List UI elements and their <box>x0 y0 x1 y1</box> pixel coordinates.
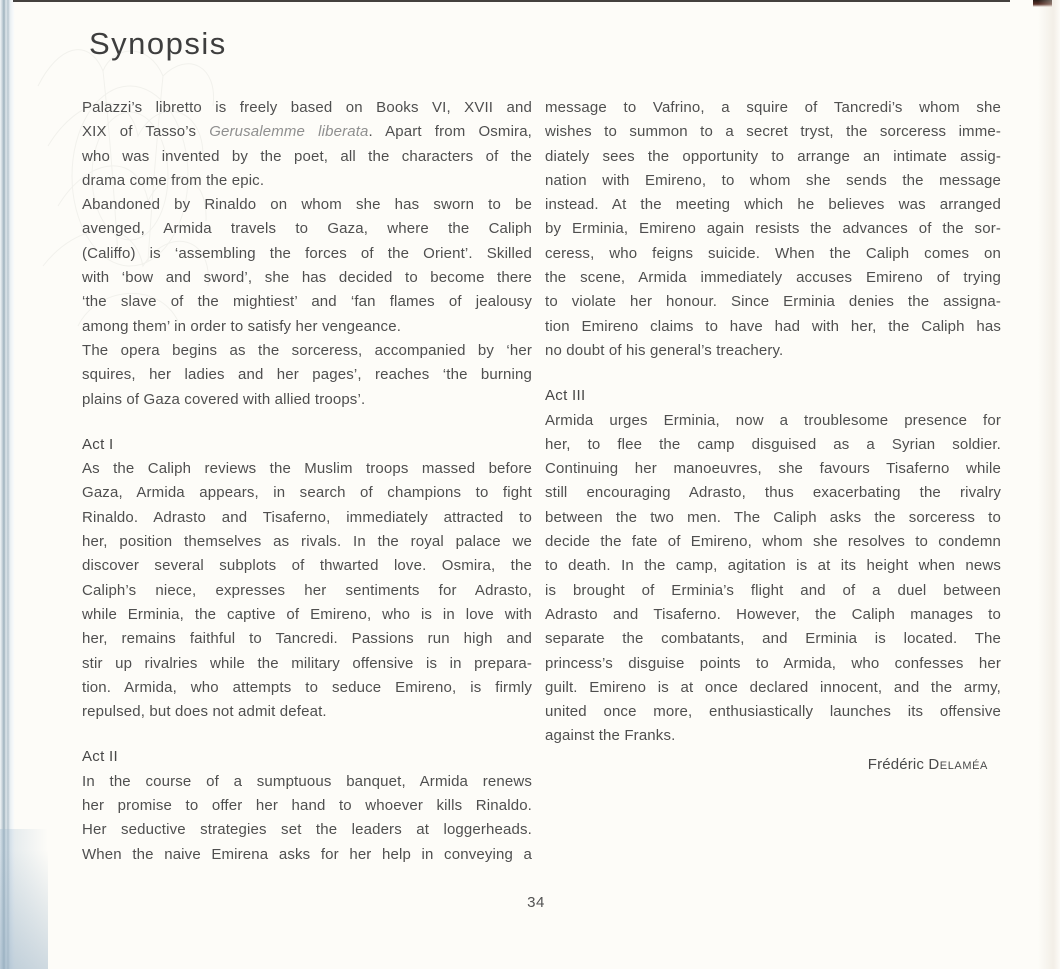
text-line: her, remains faithful to Tancredi. Passions run high and <box>82 630 532 648</box>
text-line: avenged, Armida travels to Gaza, where the Caliph <box>82 220 532 238</box>
scan-right-edge-shading <box>1038 0 1060 969</box>
left-text-column <box>82 96 532 867</box>
text-line: Adrasto and Tisaferno. However, the Caliph manages to <box>545 605 1001 623</box>
text-line: Her seductive strategies set the leaders at loggerheads. <box>82 821 532 839</box>
text-line: Palazzi’s libretto is freely based on Books VI, XVII and <box>82 99 532 116</box>
text-line: to violate her honour. Since Erminia denies the assigna- <box>545 293 1001 311</box>
text-line: to death. In the camp, agitation is at its height when news <box>545 557 1001 575</box>
text-line: among them’ in order to satisfy her vengeance. <box>82 317 402 335</box>
text-line: Continuing her manoeuvres, she favours Tisaferno while <box>545 460 1001 478</box>
text-line: who was invented by the poet, all the characters of the <box>82 147 532 165</box>
author-signature <box>545 753 1001 777</box>
text-line: while Erminia, the captive of Emireno, who is in love with <box>82 605 532 623</box>
page-title: Synopsis <box>89 26 227 61</box>
text-line: against the Franks. <box>545 727 676 745</box>
text-line: decide the fate of Emireno, whom she resolves to condemn <box>545 533 1001 551</box>
text-line: united once more, enthusiastically launches its offensive <box>545 703 1001 721</box>
act-heading: Act II <box>82 748 118 766</box>
text-line: by Erminia, Emireno again resists the advances of the sor- <box>545 220 1001 238</box>
italic-book-title: Gerusalemme liberata <box>209 123 369 141</box>
scan-top-edge-shadow <box>13 0 1010 2</box>
page-number: 34 <box>527 894 545 911</box>
text-line: between the two men. The Caliph asks the sorceress to <box>545 508 1001 526</box>
paragraph <box>82 193 532 339</box>
text-line: princess’s disguise points to Armida, who confesses her <box>545 654 1001 672</box>
text-line: message to Vafrino, a squire of Tancredi’s whom she <box>545 99 1001 116</box>
right-text-column <box>545 96 1001 777</box>
text-line: her, position themselves as rivals. In the royal palace we <box>82 533 532 551</box>
text-line: tion. Armida, who attempts to seduce Emireno, is firmly <box>82 678 532 696</box>
text-line: drama come from the epic. <box>82 171 265 189</box>
text-line: diately sees the opportunity to arrange an intimate assig- <box>545 147 1001 165</box>
text-line: Caliph’s niece, expresses her sentiments for Adrasto, <box>82 581 532 599</box>
text-line: plains of Gaza covered with allied troops’. <box>82 390 366 408</box>
text-line: ‘the slave of the mightiest’ and ‘fan flames of jealousy <box>82 293 532 311</box>
text-line: Armida urges Erminia, now a troublesome presence for <box>545 411 1001 429</box>
text-line: still encouraging Adrasto, thus exacerbating the rivalry <box>545 484 1001 502</box>
text-line: The opera begins as the sorceress, accompanied by ‘her <box>82 341 532 359</box>
text-line: nation with Emireno, to whom she sends the message <box>545 171 1001 189</box>
text-line: Gaza, Armida appears, in search of champions to fight <box>82 484 532 502</box>
paragraph <box>82 457 532 724</box>
text-line: is brought of Erminia’s flight and of a duel between <box>545 581 1001 599</box>
text-line: In the course of a sumptuous banquet, Armida renews <box>82 772 532 790</box>
text-line: ceress, who feigns suicide. When the Caliph comes on <box>545 244 1001 262</box>
text-line: wishes to summon to a secret tryst, the sorceress imme- <box>545 123 1001 141</box>
paragraph <box>82 96 532 193</box>
author-surname: Delaméa <box>928 755 988 773</box>
paragraph <box>82 770 532 867</box>
act-heading: Act III <box>545 387 586 405</box>
paragraph <box>82 339 532 412</box>
text-line: repulsed, but does not admit defeat. <box>82 703 327 721</box>
paragraph <box>545 96 1001 363</box>
text-line: guilt. Emireno is at once declared innocent, and the army, <box>545 678 1001 696</box>
text-line <box>82 120 532 144</box>
text-line: stir up rivalries while the military offensive is in prepara- <box>82 654 532 672</box>
text-line: her promise to offer her hand to whoever kills Rinaldo. <box>82 797 532 815</box>
text-line: Abandoned by Rinaldo on whom she has sworn to be <box>82 196 532 214</box>
text-run: XIX of Tasso’s <box>82 123 210 141</box>
text-line: squires, her ladies and her pages’, reaches ‘the burning <box>82 366 532 384</box>
author-first-name: Frédéric <box>867 755 929 773</box>
paragraph <box>545 409 1001 749</box>
text-line: discover several subplots of thwarted love. Osmira, the <box>82 557 532 575</box>
act-heading: Act I <box>82 435 114 453</box>
text-run: . Apart from Osmira, <box>368 123 533 141</box>
text-line: tion Emireno claims to have had with her, the Caliph has <box>545 317 1001 335</box>
text-line: with ‘bow and sword’, she has decided to become there <box>82 269 532 287</box>
text-line: instead. At the meeting which he believes was arranged <box>545 196 1001 214</box>
text-line: no doubt of his general’s treachery. <box>545 341 784 359</box>
text-line: As the Caliph reviews the Muslim troops massed before <box>82 460 532 478</box>
text-line: the scene, Armida immediately accuses Emireno of trying <box>545 269 1001 287</box>
text-line: her, to flee the camp disguised as a Syrian soldier. <box>545 435 1001 453</box>
text-line: When the naive Emirena asks for her help in conveying a <box>82 845 532 863</box>
text-line: (Califfo) is ‘assembling the forces of the Orient’. Skilled <box>82 244 532 262</box>
text-line: Rinaldo. Adrasto and Tisaferno, immediately attracted to <box>82 508 532 526</box>
book-binding-gutter <box>0 0 15 969</box>
text-line: separate the combatants, and Erminia is located. The <box>545 630 1001 648</box>
